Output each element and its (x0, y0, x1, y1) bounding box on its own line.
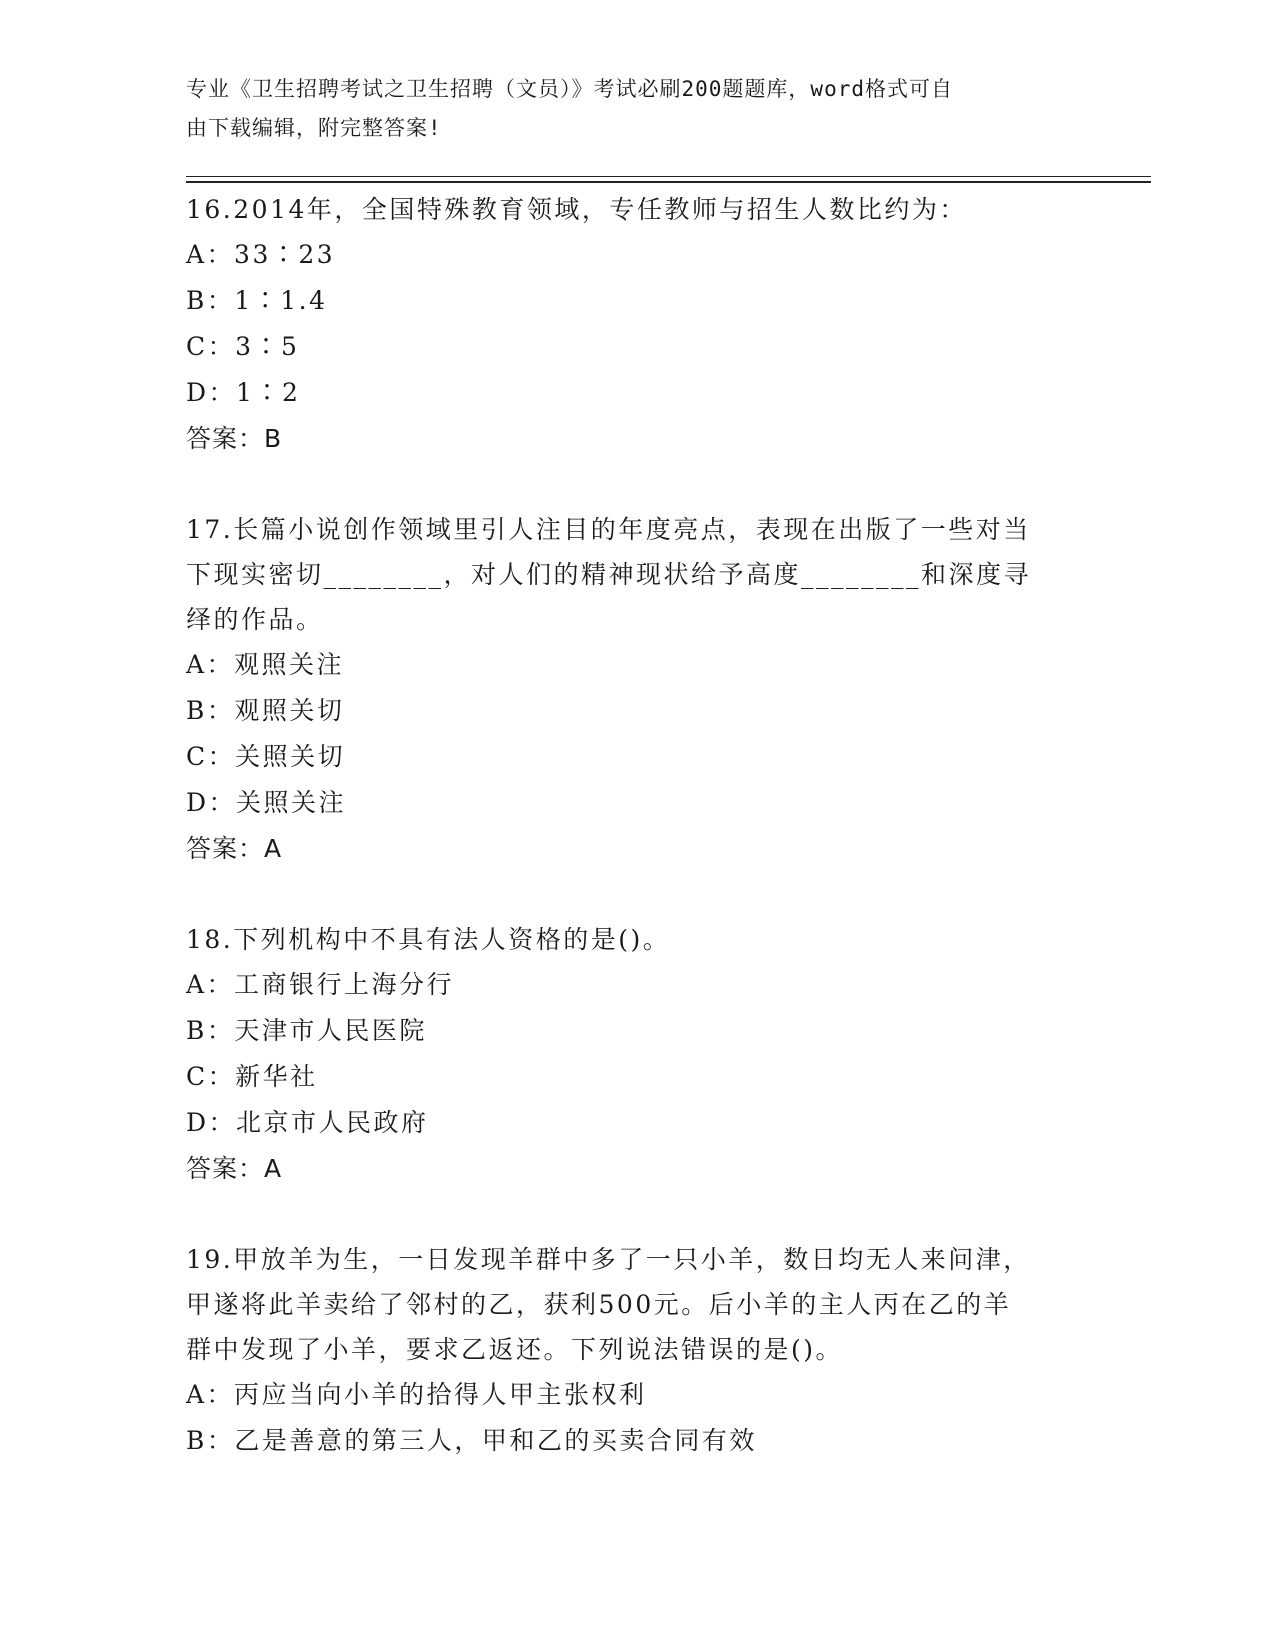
option-a: A：观照关注 (186, 650, 345, 679)
question-stem (186, 187, 1086, 232)
question-17 (186, 507, 1086, 872)
question-stem (186, 917, 1086, 962)
stem-line: 16.2014年，全国特殊教育领域，专任教师与招生人数比约为： (186, 195, 967, 224)
question-stem (186, 1237, 1086, 1372)
option-d: D：1∶2 (186, 378, 301, 407)
option-b: B：1∶1.4 (186, 286, 328, 315)
option-b: B：观照关切 (186, 696, 345, 725)
stem-line: 绎的作品。 (186, 605, 324, 634)
stem-line: 群中发现了小羊，要求乙返还。下列说法错误的是()。 (186, 1335, 844, 1364)
stem-line: 17.长篇小说创作领域里引人注目的年度亮点，表现在出版了一些对当 (186, 515, 1031, 544)
header-divider-thin (186, 176, 1151, 177)
stem-line: 甲遂将此羊卖给了邻村的乙，获利500元。后小羊的主人丙在乙的羊 (186, 1290, 1012, 1319)
option-b: B：天津市人民医院 (186, 1016, 427, 1045)
option-d: D：北京市人民政府 (186, 1108, 429, 1137)
option-c: C：3∶5 (186, 332, 300, 361)
stem-line: 18.下列机构中不具有法人资格的是()。 (186, 925, 671, 954)
question-18 (186, 917, 1086, 1192)
option-a: A：33∶23 (186, 240, 336, 269)
answer-line: 答案：A (186, 1154, 283, 1183)
question-16 (186, 187, 1086, 462)
header-line-2: 由下载编辑，附完整答案! (186, 116, 442, 140)
answer-line: 答案：A (186, 834, 283, 863)
option-c: C：关照关切 (186, 742, 346, 771)
stem-line: 19.甲放羊为生，一日发现羊群中多了一只小羊，数日均无人来问津， (186, 1245, 1031, 1274)
header-line-1: 专业《卫生招聘考试之卫生招聘（文员）》考试必刷200题题库，word格式可自 (186, 77, 953, 101)
option-a: A：丙应当向小羊的拾得人甲主张权利 (186, 1380, 647, 1409)
answer-line: 答案：B (186, 424, 283, 453)
question-list (186, 187, 1086, 1509)
question-stem (186, 507, 1086, 642)
option-a: A：工商银行上海分行 (186, 970, 455, 999)
question-19 (186, 1237, 1086, 1464)
header-divider-thick (186, 181, 1151, 183)
option-d: D：关照关注 (186, 788, 347, 817)
option-b: B：乙是善意的第三人，甲和乙的买卖合同有效 (186, 1426, 757, 1455)
stem-line: 下现实密切________，对人们的精神现状给予高度________和深度寻 (186, 560, 1032, 589)
option-c: C：新华社 (186, 1062, 318, 1091)
document-header (186, 70, 1086, 148)
